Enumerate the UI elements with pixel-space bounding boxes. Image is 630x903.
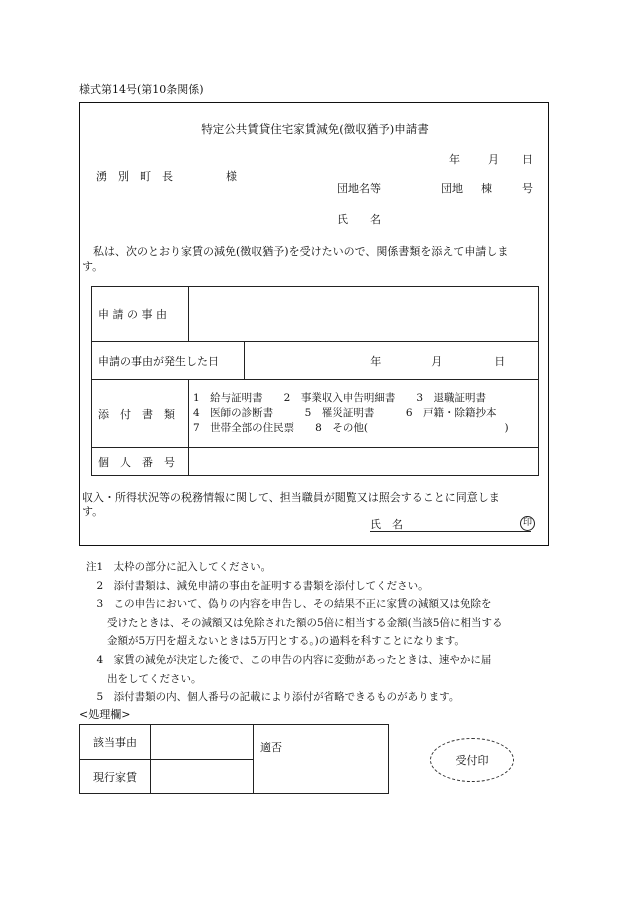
applicable-reason-field[interactable] <box>151 725 254 760</box>
attachments-line: 7 世帯全部の住民票 8 その他( ) <box>193 422 509 434</box>
attachments-list[interactable] <box>189 380 539 448</box>
note-line: 4 家賃の減免が決定した後で、この申告の内容に変動があったときは、速やかに届 <box>86 653 492 666</box>
note-line: 受けたときは、その減額又は免除された額の5倍に相当する金額(当該5倍に相当する <box>86 616 503 629</box>
consent-text-line1: 収入・所得状況等の税務情報に関して、担当職員が閲覧又は照会することに同意しま <box>82 491 500 504</box>
current-rent-label: 現行家賃 <box>80 760 151 794</box>
receipt-stamp-label: 受付印 <box>455 754 489 767</box>
approval-label: 適否 <box>260 741 282 754</box>
current-rent-field[interactable] <box>151 760 254 794</box>
date-day-label: 日 <box>522 153 533 166</box>
personal-number-field[interactable] <box>189 448 539 476</box>
date-year-label: 年 <box>449 153 460 166</box>
approval-cell[interactable] <box>254 725 389 794</box>
note-line: 5 添付書類の内、個人番号の記載により添付が省略できるものがあります。 <box>86 691 460 704</box>
processing-label: <処理欄> <box>79 708 131 721</box>
complex-suffix-number: 号 <box>522 182 533 195</box>
note-line: 注1 太枠の部分に記入してください。 <box>86 561 272 573</box>
processing-table <box>79 724 389 794</box>
addressee-suffix: 様 <box>226 170 237 183</box>
notes <box>86 558 502 707</box>
personal-number-label: 個 人 番 号 <box>92 448 189 476</box>
intro-text-line1: 私は、次のとおり家賃の減免(徴収猶予)を受けたいので、関係書類を添えて申請しま <box>82 245 509 258</box>
complex-suffix-building: 棟 <box>481 182 492 195</box>
form-number: 様式第14号(第10条関係) <box>79 83 204 96</box>
receipt-stamp <box>430 738 514 782</box>
occurrence-day-label: 日 <box>494 354 506 368</box>
note-line: 金額が5万円を超えないときは5万円とする。)の過料を科すことになります。 <box>86 635 465 648</box>
applicable-reason-label: 該当事由 <box>80 725 151 760</box>
occurrence-month-label: 月 <box>431 354 443 368</box>
consent-text-line2: す。 <box>82 505 104 518</box>
note-line: 出をしてください。 <box>86 672 202 685</box>
reason-field[interactable] <box>189 287 539 342</box>
addressee: 湧 別 町 長 <box>96 170 173 183</box>
occurrence-date-label: 申請の事由が発生した日 <box>92 342 245 380</box>
occurrence-date-field[interactable] <box>245 342 539 380</box>
note-line: 3 この申告において、偽りの内容を申告し、その結果不正に家賃の減額又は免除を <box>86 598 492 611</box>
occurrence-year-label: 年 <box>370 354 382 368</box>
application-table <box>91 286 539 476</box>
attachments-line: 4 医師の診断書 5 罹災証明書 6 戸籍・除籍抄本 <box>193 407 497 419</box>
note-line: 2 添付書類は、減免申請の事由を証明する書類を添付してください。 <box>86 579 429 592</box>
attachments-line: 1 給与証明書 2 事業収入申告明細書 3 退職証明書 <box>193 392 487 404</box>
consent-name-label: 氏 名 <box>370 518 403 531</box>
attachments-label: 添 付 書 類 <box>92 380 189 448</box>
form-title: 特定公共賃貸住宅家賃減免(徴収猶予)申請書 <box>201 122 429 136</box>
date-month-label: 月 <box>488 153 499 166</box>
intro-text-line2: す。 <box>82 260 104 273</box>
complex-label: 団地名等 <box>337 182 381 195</box>
seal-icon: 印 <box>520 515 535 531</box>
reason-label: 申 請 の 事 由 <box>92 287 189 342</box>
complex-suffix-danchi: 団地 <box>441 182 463 195</box>
applicant-name-label: 氏 名 <box>337 213 381 226</box>
consent-signature-line[interactable] <box>370 516 531 532</box>
